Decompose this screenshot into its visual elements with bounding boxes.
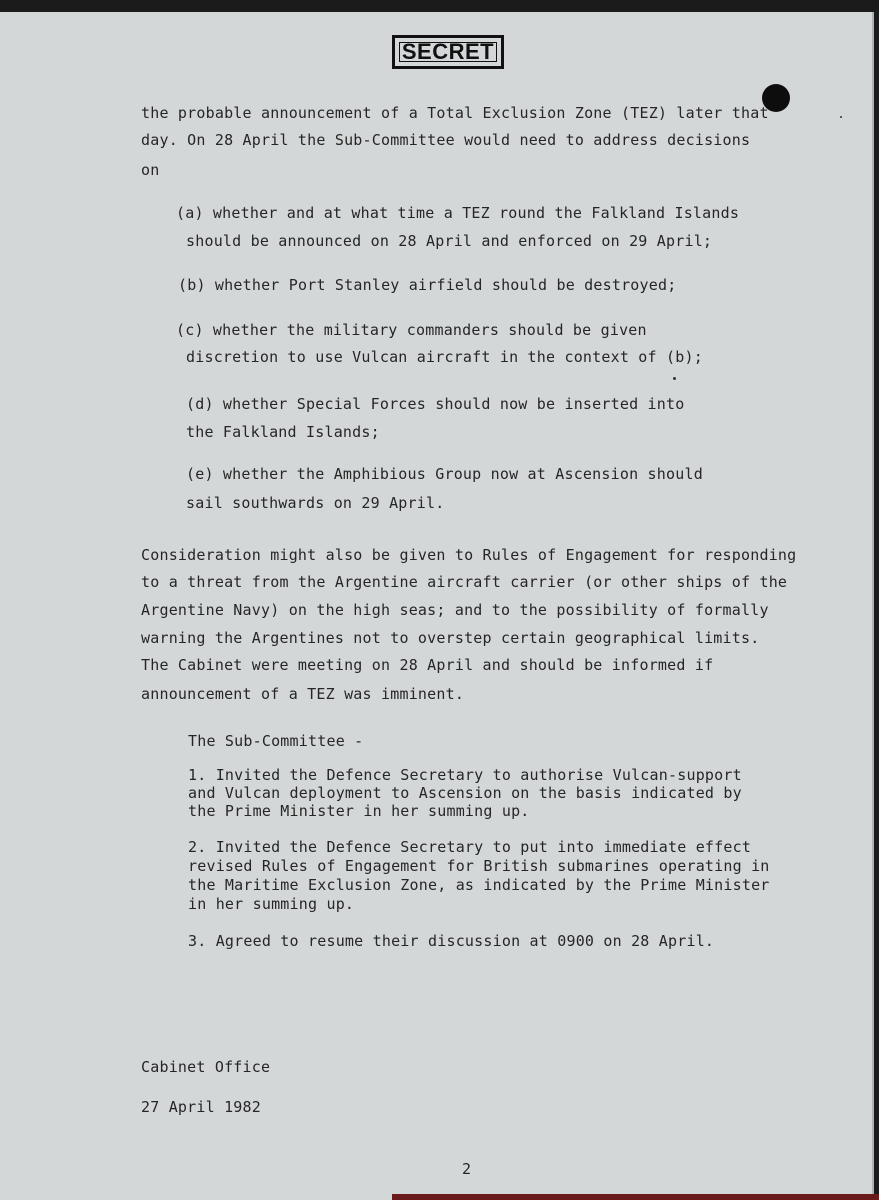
decision-e-line2: sail southwards on 29 April. bbox=[186, 494, 445, 512]
decision-c-line1: (c) whether the military commanders should be given bbox=[176, 321, 647, 339]
issuing-office: Cabinet Office bbox=[141, 1058, 271, 1076]
consideration-line: warning the Argentines not to overstep certain geographical limits. bbox=[141, 629, 760, 647]
intro-line: on bbox=[141, 161, 160, 179]
ink-speck bbox=[840, 116, 842, 118]
conclusion-1-line1: 1. Invited the Defence Secretary to authorise Vulcan-support bbox=[188, 766, 742, 784]
conclusion-3-line1: 3. Agreed to resume their discussion at 0900 on 28 April. bbox=[188, 932, 715, 950]
intro-line: day. On 28 April the Sub-Committee would need to address decisions bbox=[141, 131, 751, 149]
issue-date: 27 April 1982 bbox=[141, 1098, 261, 1116]
decision-e-line1: (e) whether the Amphibious Group now at Ascension should bbox=[186, 465, 703, 483]
decision-c-line2: discretion to use Vulcan aircraft in the context of (b); bbox=[186, 348, 703, 366]
consideration-line: to a threat from the Argentine aircraft carrier (or other ships of the bbox=[141, 573, 788, 591]
conclusion-1-line3: the Prime Minister in her summing up. bbox=[188, 802, 530, 820]
consideration-line: Consideration might also be given to Rules of Engagement for responding bbox=[141, 546, 797, 564]
conclusion-2-line2: revised Rules of Engagement for British submarines operating in bbox=[188, 857, 770, 875]
consideration-line: announcement of a TEZ was imminent. bbox=[141, 685, 465, 703]
conclusion-2-line4: in her summing up. bbox=[188, 895, 355, 913]
consideration-line: The Cabinet were meeting on 28 April and should be informed if bbox=[141, 656, 714, 674]
page-number: 2 bbox=[462, 1160, 472, 1178]
conclusions-heading: The Sub-Committee - bbox=[188, 732, 364, 750]
document-page bbox=[0, 12, 874, 1200]
conclusion-2-line3: the Maritime Exclusion Zone, as indicated by the Prime Minister bbox=[188, 876, 770, 894]
conclusion-2-line1: 2. Invited the Defence Secretary to put into immediate effect bbox=[188, 838, 752, 856]
decision-a-line2: should be announced on 28 April and enforced on 29 April; bbox=[186, 232, 713, 250]
decision-d-line2: the Falkland Islands; bbox=[186, 423, 380, 441]
decision-d-line1: (d) whether Special Forces should now be inserted into bbox=[186, 395, 685, 413]
ink-speck bbox=[673, 377, 676, 380]
secret-stamp: SECRET bbox=[392, 35, 504, 69]
conclusion-1-line2: and Vulcan deployment to Ascension on the basis indicated by bbox=[188, 784, 742, 802]
decision-b-line1: (b) whether Port Stanley airfield should be destroyed; bbox=[178, 276, 677, 294]
intro-line: the probable announcement of a Total Exclusion Zone (TEZ) later that bbox=[141, 104, 769, 122]
folder-tab bbox=[392, 1194, 879, 1200]
decision-a-line1: (a) whether and at what time a TEZ round the Falkland Islands bbox=[176, 204, 740, 222]
consideration-line: Argentine Navy) on the high seas; and to the possibility of formally bbox=[141, 601, 769, 619]
